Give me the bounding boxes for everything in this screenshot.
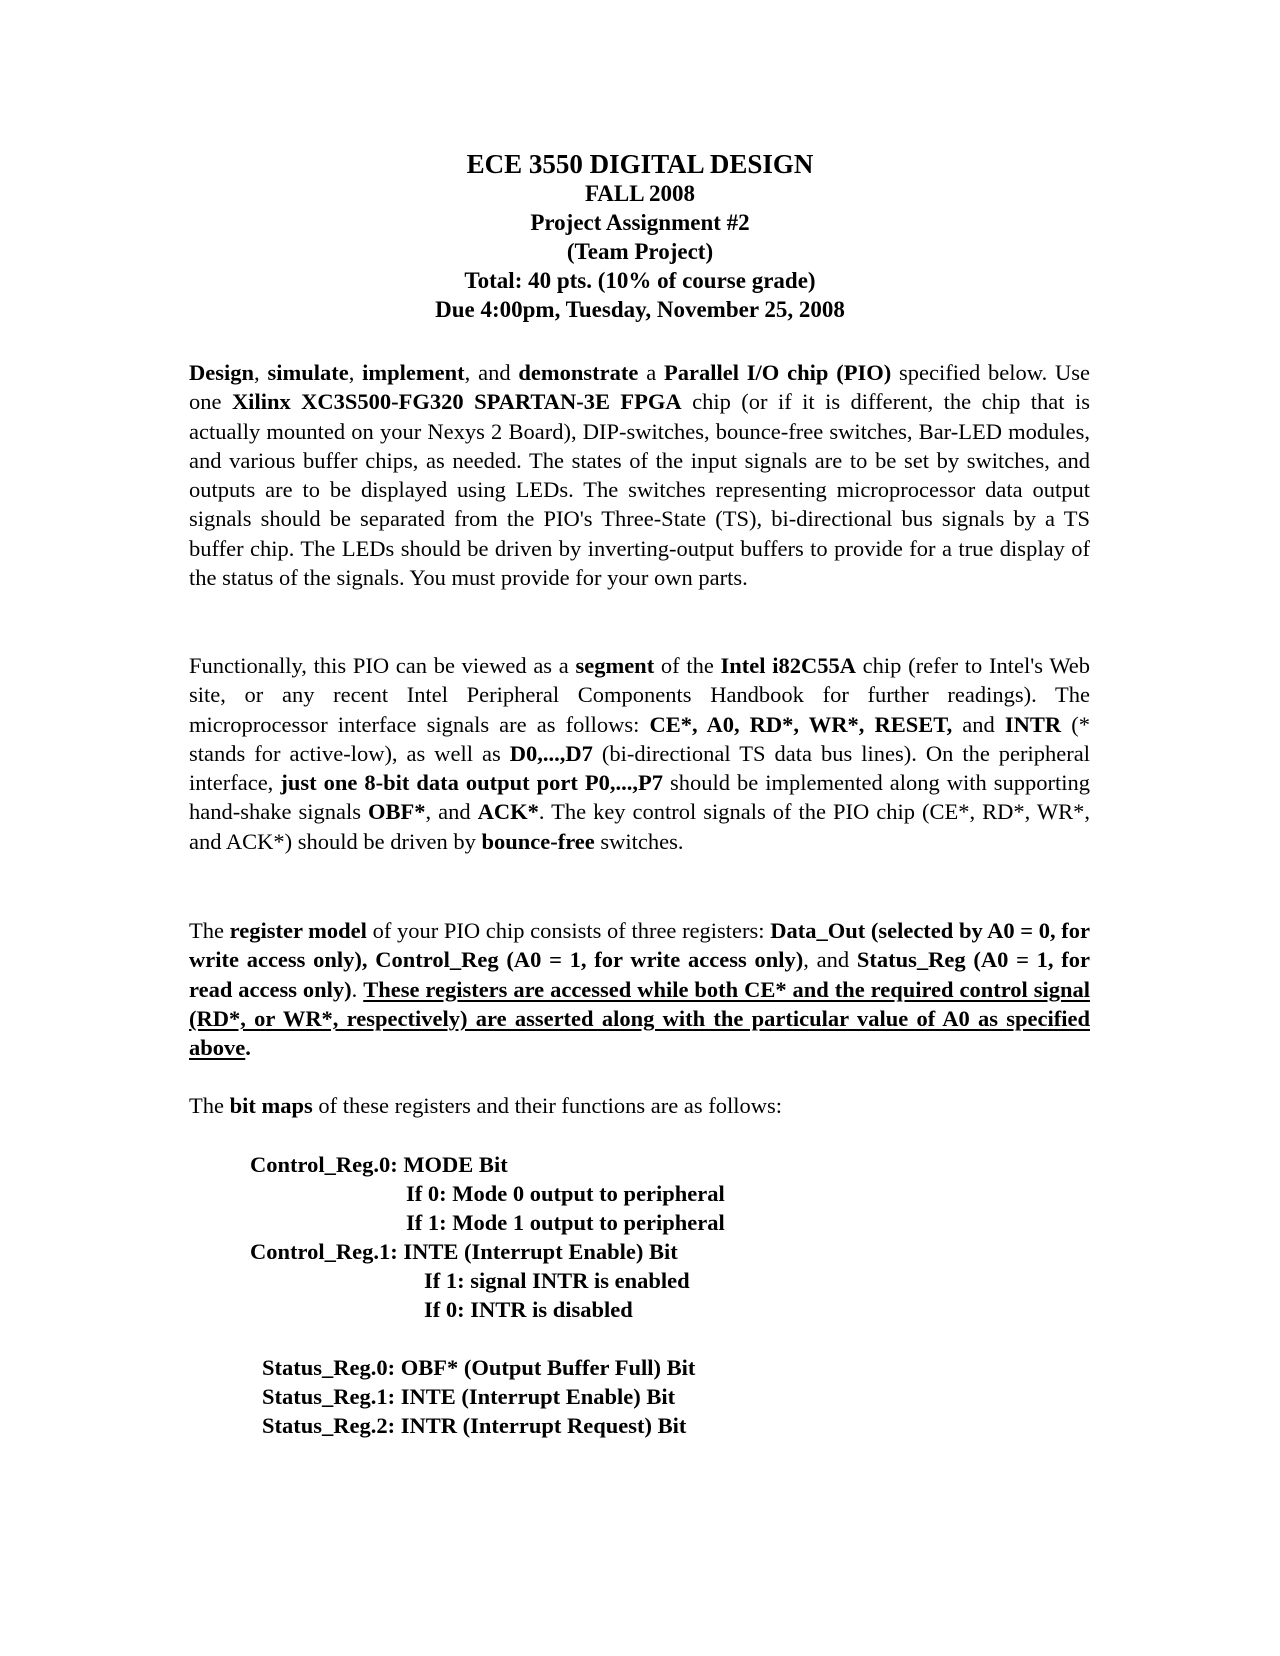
total-points: Total: 40 pts. (10% of course grade): [464, 268, 816, 293]
paragraph-2: Functionally, this PIO can be viewed as a segment of the Intel i82C55A chip (refer to Intel's Web site, or any recent Intel Peripheral Components Handbook for further readings). The microprocessor interface signals are as follows: CE*, A0, RD*, WR*, RESET, and INTR (* stands for active-low), as well as D0,...,D7 (bi-directional TS data bus lines). On the peripheral interface, just one 8-bit data output port P0,...,P7 should be implemented along with supporting hand-shake signals OBF*, and ACK*. The key control signals of the PIO chip (CE*, RD*, WR*, and ACK*) should be driven by bounce-free switches.: [189, 653, 1091, 854]
underlined-access-rule: These registers are accessed while both CE* and the required control signal (RD*, or WR*, respectively) are asserted along with the particular value of A0 as specified above: [189, 976, 1090, 1061]
paragraph-4: The bit maps of these registers and their functions are as follows:: [189, 1093, 783, 1118]
document-header: [0, 148, 1280, 324]
paragraph-3: The register model of your PIO chip consists of three registers: Data_Out (selected by A0 = 0, for write access only), Control_Reg (A0 = 1, for write access only), and Status_Reg (A0 = 1, for read access only). These registers are accessed while both CE* and the required control signal (RD*, or WR*, respectively) are asserted along with the particular value of A0 as specified above.: [189, 918, 1090, 1061]
paragraph-1: Design, simulate, implement, and demonstrate a Parallel I/O chip (PIO) specified below. Use one Xilinx XC3S500-FG320 SPARTAN-3E FPGA chip (or if it is different, the chip that is actually mounted on your Nexys 2 Board), DIP-switches, bounce-free switches, Bar-LED modules, and various buffer chips, as needed. The states of the input signals are to be set by switches, and outputs are to be displayed using LEDs. The switches representing microprocessor data output signals should be separated from the PIO's Three-State (TS), bi-directional bus signals by a TS buffer chip. The LEDs should be driven by inverting-output buffers to provide for a true display of the status of the signals. You must provide for your own parts.: [189, 360, 1091, 591]
status-reg-0: Status_Reg.0: OBF* (Output Buffer Full) Bit: [262, 1355, 696, 1380]
due-date: Due 4:00pm, Tuesday, November 25, 2008: [435, 297, 845, 322]
assignment-title: Project Assignment #2: [530, 210, 750, 235]
control-reg-1-if1: If 1: signal INTR is enabled: [424, 1268, 690, 1293]
status-reg-1: Status_Reg.1: INTE (Interrupt Enable) Bit: [262, 1384, 676, 1409]
status-reg-2: Status_Reg.2: INTR (Interrupt Request) Bit: [262, 1413, 687, 1438]
control-reg-1-if0: If 0: INTR is disabled: [424, 1297, 633, 1322]
course-title: ECE 3550 DIGITAL DESIGN: [466, 149, 814, 179]
control-reg-1: Control_Reg.1: INTE (Interrupt Enable) Bit: [250, 1239, 678, 1264]
control-reg-0: Control_Reg.0: MODE Bit: [250, 1152, 508, 1177]
control-reg-0-if1: If 1: Mode 1 output to peripheral: [406, 1210, 725, 1235]
control-reg-0-if0: If 0: Mode 0 output to peripheral: [406, 1181, 725, 1206]
semester: FALL 2008: [584, 181, 696, 206]
project-type: (Team Project): [566, 239, 714, 264]
